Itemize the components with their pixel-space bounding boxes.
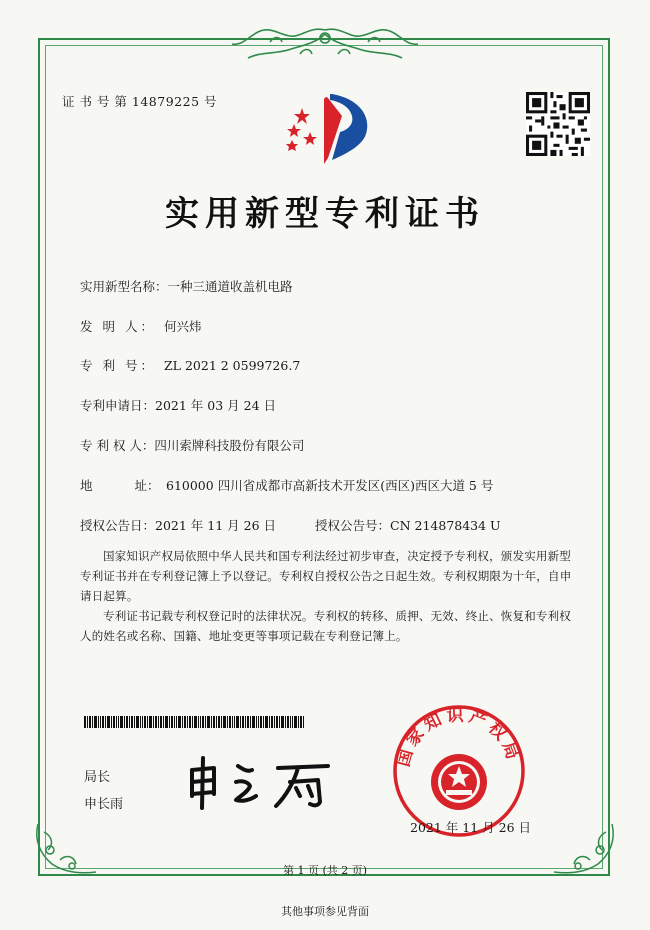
patent-number-label: 专 利 号： — [80, 358, 156, 373]
address-row — [80, 476, 493, 494]
seal-date: 2021 年 11 月 26 日 — [410, 820, 531, 835]
svg-text:国家知识产权局: 国家知识产权局 — [393, 705, 524, 770]
utility-name-row — [80, 277, 293, 295]
inventor-row — [80, 317, 202, 335]
director-signature — [178, 752, 338, 812]
statement-paragraph-2: 专利证书记载专利权登记时的法律状况。专利权的转移、质押、无效、终止、恢复和专利权人的姓名或名称、国籍、地址变更等事项记载在专利登记簿上。 — [80, 609, 571, 643]
qr-code-icon — [526, 92, 590, 156]
cnipa-logo-icon — [280, 88, 380, 168]
patentee-row — [80, 436, 304, 454]
filing-date-label: 专利申请日： — [80, 398, 156, 413]
footer-note: 其他事项参见背面 — [281, 905, 369, 918]
director-title: 局长 — [84, 770, 111, 785]
inventor-value: 何兴炜 — [164, 319, 202, 334]
filing-date-row — [80, 396, 276, 414]
inventor-label: 发 明 人： — [80, 319, 156, 334]
page-number: 第 1 页 (共 2 页) — [282, 864, 368, 877]
patentee-label: 专 利 权 人： — [80, 438, 155, 453]
filing-date-value: 2021 年 03 月 24 日 — [155, 398, 277, 413]
address-label: 地 址： — [80, 478, 160, 493]
grant-date-label: 授权公告日： — [80, 518, 156, 533]
certificate-title: 实用新型专利证书 — [165, 194, 485, 234]
grant-number-value: CN 214878434 U — [390, 518, 501, 533]
statement-paragraph-1: 国家知识产权局依照中华人民共和国专利法经过初步审查，决定授予专利权，颁发实用新型专利证书并在专利登记簿上予以登记。专利权自授权公告之日起生效。专利权期限为十年，自申请日起算。 — [80, 549, 572, 603]
barcode-icon — [84, 716, 306, 728]
patent-number-value: ZL 2021 2 0599726.7 — [164, 358, 301, 373]
top-ornament — [230, 24, 420, 64]
utility-name-value: 一种三通道收盖机电路 — [167, 279, 293, 294]
certificate-number: 证 书 号 第 14879225 号 — [62, 94, 217, 109]
grant-date-value: 2021 年 11 月 26 日 — [155, 518, 277, 533]
patent-number-row — [80, 356, 300, 374]
director-name: 申长雨 — [84, 797, 124, 812]
patentee-value: 四川索牌科技股份有限公司 — [154, 438, 305, 453]
address-value: 610000 四川省成都市高新技术开发区(西区)西区大道 5 号 — [166, 478, 494, 493]
grant-row — [80, 516, 501, 534]
grant-number-label: 授权公告号： — [315, 518, 391, 533]
utility-name-label: 实用新型名称： — [80, 279, 168, 294]
